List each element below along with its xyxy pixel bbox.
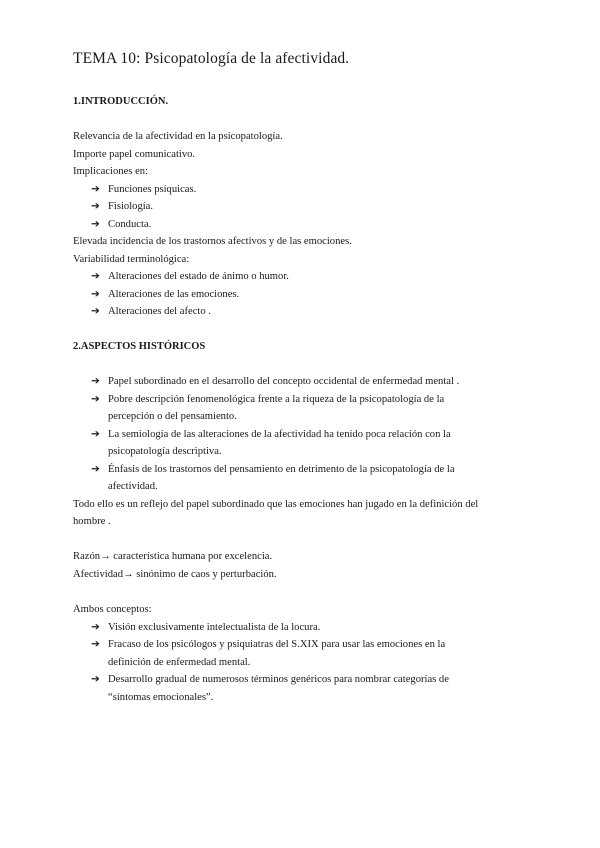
arrow-bullet-icon: ➔ bbox=[91, 674, 100, 685]
arrow-bullet-icon: ➔ bbox=[91, 201, 100, 212]
arrow-bullet-icon: ➔ bbox=[91, 639, 100, 650]
section-heading-introduccion: 1.INTRODUCCIÓN. bbox=[73, 96, 169, 107]
section-heading-aspectos-historicos: 2.ASPECTOS HISTÓRICOS bbox=[73, 341, 206, 352]
text-line: Elevada incidencia de los trastornos afectivos y de las emociones. bbox=[73, 236, 352, 247]
text-line: Implicaciones en: bbox=[73, 166, 149, 177]
document-page: TEMA 10: Psicopatología de la afectividad. 1.INTRODUCCIÓN. Relevancia de la afectividad en la psicopatología. Importe papel comunicativo. Implicaciones en: ➔ Funciones psíquicas. ➔ Fisiología. ➔ Conducta. Elevada incidencia de los trastornos afectivos y de las emociones. Variabilidad terminológica: ➔ Alteraciones del estado de ánimo o humor. ➔ Alteraciones de las emociones. ➔ Alteraciones del afecto . 2.ASPECTOS HISTÓRICOS ➔ Papel subordinado en el desarrollo del concepto occidental de enfermedad mental . ➔ Pobre descripción fenomenológica frente a la riqueza de la psicopatología de la percepción o del pensamiento. ➔ La semiología de las alteraciones de la afectividad ha tenido poca relación con la psicopatología descriptiva. ➔ Énfasis de los trastornos del pensamiento en detrimento de la psicopatología de la afectividad. Todo ello es un reflejo del papel subordinado que las emociones han jugado en la definición del hombre . Razón→ característica humana por excelencia. Afectividad→ sinónimo de caos y perturbación. Ambos conceptos: ➔ Visión exclusivamente intelectualista de la locura. ➔ Fracaso de los psicólogos y psiquiatras del S.XIX para usar las emociones en la definición de enfermedad mental. ➔ Desarrollo gradual de numerosos términos genéricos para nombrar categorías de “síntomas emocionales”. bbox=[73, 50, 479, 703]
text-line: Variabilidad terminológica: bbox=[73, 253, 190, 265]
arrow-bullet-icon: ➔ bbox=[91, 288, 100, 300]
arrow-bullet-icon: ➔ bbox=[91, 376, 100, 387]
text-line: Todo ello es un reflejo del papel subordinado que las emociones han jugado en la definición del bbox=[73, 498, 479, 510]
text-line: hombre . bbox=[73, 516, 111, 527]
text-line: Ambos conceptos: bbox=[73, 604, 152, 615]
page-title: TEMA 10: Psicopatología de la afectividad. bbox=[73, 50, 350, 67]
arrow-bullet-icon: ➔ bbox=[91, 463, 100, 475]
text-line: Afectividad→ sinónimo de caos y perturbación. bbox=[73, 568, 277, 580]
text-line: Importe papel comunicativo. bbox=[73, 148, 196, 160]
arrow-bullet-icon: ➔ bbox=[91, 428, 100, 440]
arrow-bullet-icon: ➔ bbox=[91, 183, 100, 195]
arrow-bullet-icon: ➔ bbox=[91, 306, 100, 317]
arrow-bullet-icon: ➔ bbox=[91, 621, 100, 633]
arrow-bullet-icon: ➔ bbox=[91, 271, 100, 282]
arrow-bullet-icon: ➔ bbox=[91, 218, 100, 230]
text-line: Razón→ característica humana por excelencia. bbox=[73, 551, 273, 562]
text-line: Relevancia de la afectividad en la psicopatología. bbox=[73, 131, 283, 142]
arrow-bullet-icon: ➔ bbox=[91, 393, 100, 405]
